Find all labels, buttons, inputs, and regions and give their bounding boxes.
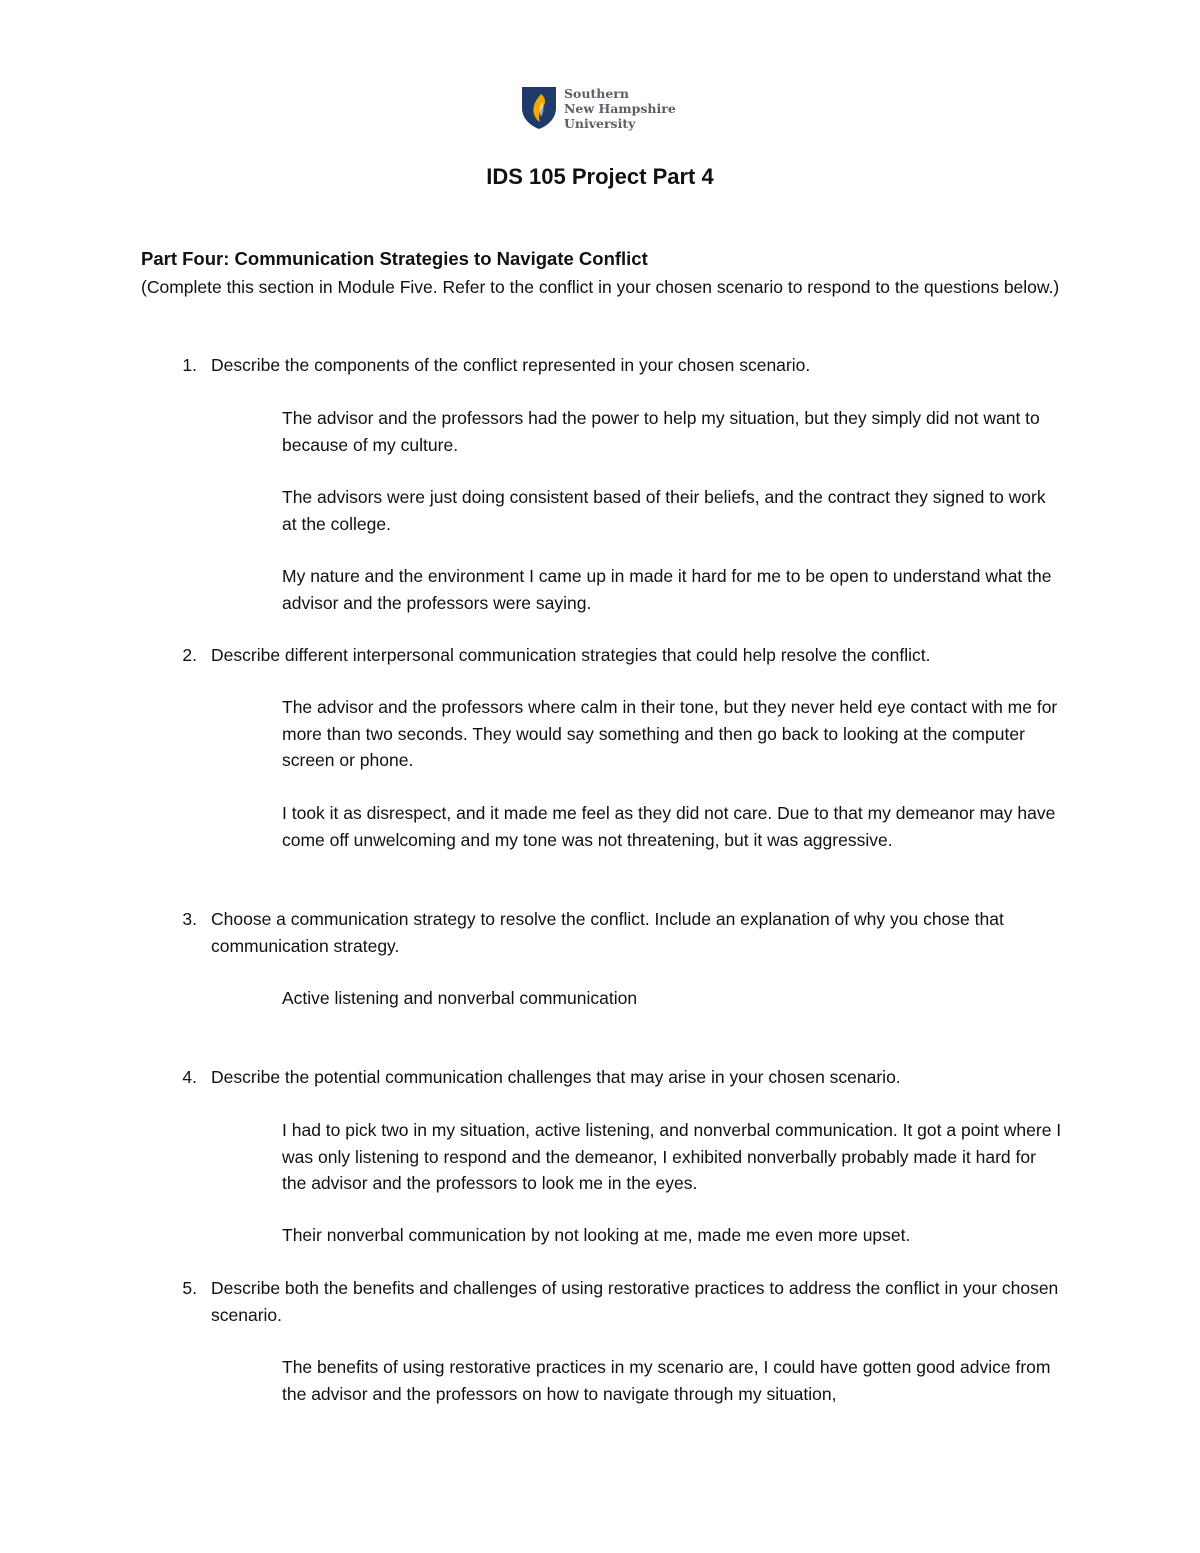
shield-flame-icon [521,86,557,130]
question-number: 4. [182,1067,197,1087]
question-1 [141,352,1061,379]
logo-line-1: Southern [564,85,629,101]
answer-paragraph: I took it as disrespect, and it made me feel as they did not care. Due to that my demeanor may have come off unwelcoming and my tone was not threatening, but it was aggressive. [282,803,1056,850]
university-name [564,86,676,131]
answer-paragraph: The benefits of using restorative practices in my scenario are, I could have gotten good advice from the advisor and the professors on how to navigate through my situation, [282,1357,1051,1404]
question-text: Describe different interpersonal communication strategies that could help resolve the conflict. [211,645,931,665]
question-number: 3. [182,909,197,929]
answer-paragraph: The advisor and the professors had the power to help my situation, but they simply did not want to because of my culture. [282,408,1040,455]
answer-paragraph: My nature and the environment I came up in made it hard for me to be open to understand what the advisor and the professors were saying. [282,566,1052,613]
question-2 [141,642,1061,669]
question-text: Describe both the benefits and challenges of using restorative practices to address the conflict in your chosen scenario. [211,1278,1059,1325]
answer-paragraph: The advisor and the professors where calm in their tone, but they never held eye contact with me for more than two seconds. They would say something and then go back to looking at the computer screen or phone. [282,697,1058,770]
question-text: Describe the potential communication challenges that may arise in your chosen scenario. [211,1067,901,1087]
university-logo [521,85,676,131]
question-number: 5. [182,1278,197,1298]
document-title: IDS 105 Project Part 4 [486,164,714,189]
question-4 [141,1064,1061,1091]
logo-line-3: University [564,115,636,131]
answer-paragraph: Active listening and nonverbal communication [282,988,638,1008]
question-number: 1. [182,355,197,375]
answer-paragraph: I had to pick two in my situation, active listening, and nonverbal communication. It got a point where I was only listening to respond and the demeanor, I exhibited nonverbally probably made it hard for the advisor and the professors to look me in the eyes. [282,1120,1062,1193]
answer-paragraph: Their nonverbal communication by not looking at me, made me even more upset. [282,1225,911,1245]
section-heading: Part Four: Communication Strategies to Navigate Conflict [141,248,648,269]
question-3 [141,906,1061,959]
question-5 [141,1275,1061,1328]
answer-paragraph: The advisors were just doing consistent based of their beliefs, and the contract they signed to work at the college. [282,487,1046,534]
question-number: 2. [182,645,197,665]
question-text: Describe the components of the conflict represented in your chosen scenario. [211,355,811,375]
logo-line-2: New Hampshire [564,100,676,116]
section-intro: (Complete this section in Module Five. Refer to the conflict in your chosen scenario to respond to the questions below.) [141,277,1060,297]
question-text: Choose a communication strategy to resolve the conflict. Include an explanation of why you chose that communication strategy. [211,909,1004,956]
